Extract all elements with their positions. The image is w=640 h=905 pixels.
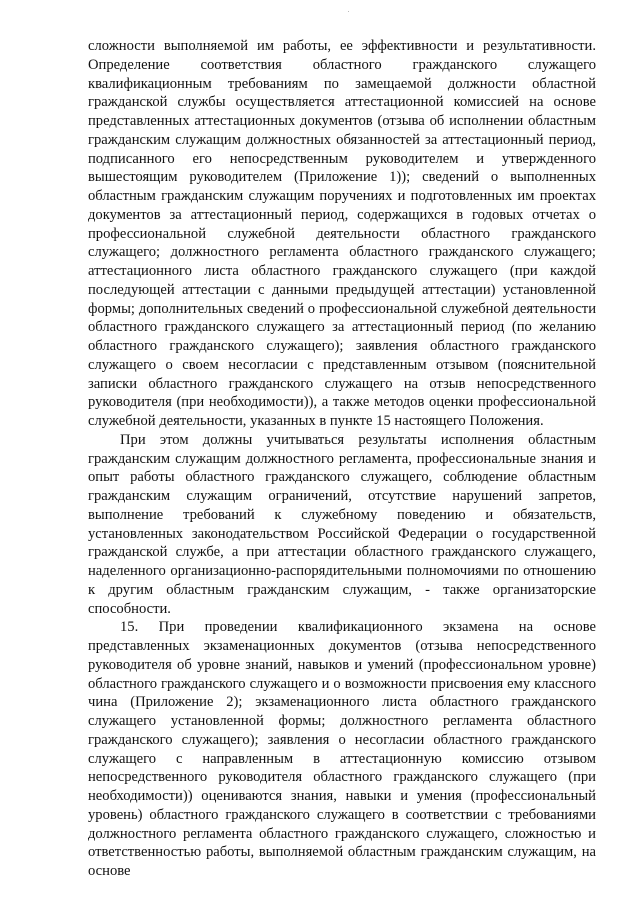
scan-speck — [348, 11, 349, 12]
paragraph-considerations: При этом должны учитываться результаты исполнения областным гражданским служащим должностного регламента, профессиональные знания и опыт работы областного гражданского служащего, соблюдение областным гражданским служащим ограничений, отсутствие нарушений запретов, выполнение требований к служебному поведению и обязательств, установленных законодательством Российской Федерации о государственной гражданской службе, а при аттестации областного гражданского служащего, наделенного организационно-распорядительными полномочиями по отношению к другим областным гражданским служащим, - также организаторские способности. — [88, 431, 596, 617]
paragraph-item-15: 15. При проведении квалификационного экзамена на основе представленных экзаменационных документов (отзыва непосредственного руководителя об уровне знаний, навыков и умений (профессиональном уровне) областного гражданского служащего и о возможности присвоения ему классного чина (Приложение 2); экзаменационного листа областного гражданского служащего установленной формы; должностного регламента областного гражданского служащего); заявления о несогласии областного гражданского служащего с направленным в аттестационную комиссию отзывом непосредственного руководителя областного гражданского служащего (при необходимости)) оцениваются знания, навыки и умения (профессиональный уровень) областного гражданского служащего в соответствии с требованиями должностного регламента областного гражданского служащего, сложностью и ответственностью работы, выполняемой областным гражданским служащим, на основе — [88, 619, 596, 879]
paragraph-continuation: сложности выполняемой им работы, ее эффективности и результативности. Определение соответствия областного гражданского служащего квалификационным требованиям по замещаемой должности областной гражданской службы осуществляется аттестационной комиссией на основе представленных аттестационных документов (отзыва об исполнении областным гражданским служащим должностных обязанностей за аттестационный период, подписанного его непосредственным руководителем и утвержденного вышестоящим руководителем (Приложение 1)); сведений о выполненных областным гражданским служащим поручениях и подготовленных им проектах документов за аттестационный период, содержащихся в годовых отчетах о профессиональной служебной деятельности областного гражданского служащего; должностного регламента областного гражданского служащего; аттестационного листа областного гражданского служащего (при каждой последующей аттестации с данными предыдущей аттестации) установленной формы; дополнительных сведений о профессиональной служебной деятельности областного гражданского служащего за аттестационный период (по желанию областного гражданского служащего); заявления областного гражданского служащего о своем несогласии с представленным отзывом (пояснительной записки областного гражданского служащего на отзыв непосредственного руководителя (при необходимости)), а также методов оценки профессиональной служебной деятельности, указанных в пункте 15 настоящего Положения. — [88, 38, 596, 429]
document-body — [88, 37, 596, 881]
